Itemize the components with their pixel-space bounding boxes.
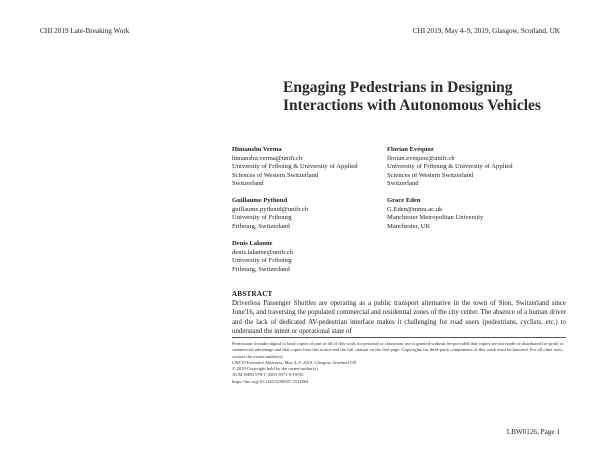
author-name: Florian Evéquoz <box>387 146 434 153</box>
abstract-heading: ABSTRACT <box>232 290 273 298</box>
author-affiliation: University of Fribourg <box>232 257 292 265</box>
author-email: florian.evequoz@unifr.ch <box>387 154 455 162</box>
author-email: denis.lalanne@unifr.ch <box>232 248 294 256</box>
author-name: Grace Eden <box>387 197 421 204</box>
author-location: Switzerland <box>232 180 264 188</box>
rights-line: © 2019 Copyright held by the owner/author(s). <box>232 366 319 372</box>
author-block-4 <box>387 197 483 231</box>
author-email: himanshu.verma@unifr.ch <box>232 154 303 162</box>
author-email: G.Eden@mmu.ac.uk <box>387 205 443 213</box>
paper-title: Engaging Pedestrians in Designing Interactions with Autonomous Vehicles <box>283 79 541 114</box>
author-block-5 <box>232 240 293 274</box>
author-affiliation: University of Fribourg <box>232 214 292 222</box>
author-affiliation: University of Fribourg & University of Applied <box>387 163 513 171</box>
author-affiliation: Sciences of Western Switzerland <box>232 171 319 179</box>
running-header-left: CHI 2019 Late-Breaking Work <box>40 27 130 35</box>
running-header-right: CHI 2019, May 4–9, 2019, Glasgow, Scotland, UK <box>412 27 560 35</box>
abstract-text: Driverless Passenger Shuttles are operating as a public transport alternative in the town of Sion, Switzerland since June'16, and traversing the populated commercial and residential zones of the city center. The absence of a human driver and the lack of dedicated AV-pedestrian interface makes it challenging for road users (pedestrians, cyclists, etc.) to understand the intent or operational state of <box>232 300 566 336</box>
author-affiliation: University of Fribourg & University of Applied <box>232 163 358 171</box>
author-location: Fribourg, Switzerland <box>232 222 290 230</box>
author-name: Himanshu Verma <box>232 146 282 153</box>
author-block-3 <box>232 197 308 231</box>
author-affiliation: Manchester Metropolitan University <box>387 214 484 222</box>
doi-link[interactable]: https://doi.org/10.1145/3290607.3312864 <box>232 378 309 384</box>
copyright-divider <box>232 337 566 338</box>
author-location: Fribourg, Switzerland <box>232 265 290 273</box>
page-footer: LBW0126, Page 1 <box>506 428 560 436</box>
author-email: guillaume.pythoud@unifr.ch <box>232 205 309 213</box>
author-name: Denis Lalanne <box>232 240 273 247</box>
author-name: Guillaume Pythoud <box>232 197 288 204</box>
venue-line: CHI'19 Extended Abstracts, May 4–9, 2019, Glasgow, Scotland UK <box>232 359 357 365</box>
author-location: Manchester, UK <box>387 222 431 230</box>
author-affiliation: Sciences of Western Switzerland <box>387 171 474 179</box>
isbn-line: ACM ISBN 978-1-4503-5971-9/19/05. <box>232 372 305 378</box>
author-location: Switzerland <box>387 180 419 188</box>
author-block-2 <box>387 146 513 189</box>
permission-notice: Permission to make digital or hard copies of part or all of this work for personal or classroom use is granted without fee provided that copies are not made or distributed for profit or commercial advantage and that copies bear this notice and the full citation on the first page. Copyrights for third-party components of this work must be honored. For all other uses, contact the owner/author(s). <box>232 341 564 359</box>
copyright-block <box>232 341 566 385</box>
author-block-1 <box>232 146 358 189</box>
